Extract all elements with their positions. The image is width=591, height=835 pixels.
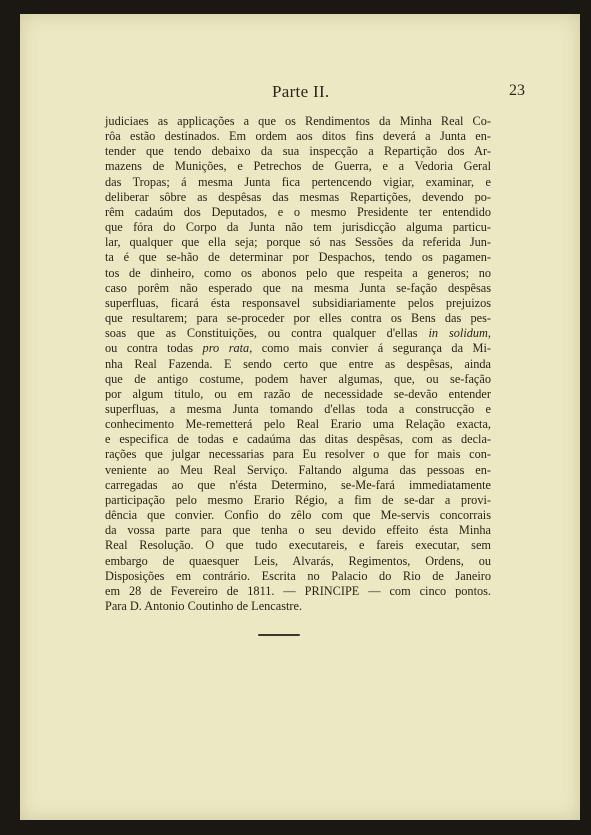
text-line: rêm cadaúm dos Deputados, e o mesmo Presidente ter entendido (105, 204, 491, 219)
text-line: mazens de Munições, e Petrechos de Guerra, e a Vedoria Geral (105, 159, 491, 174)
text-line: judiciaes as applicações a que os Rendimentos da Minha Real Co- (105, 114, 491, 128)
text-line: lar, qualquer que ella seja; porque só nas Sessões da referida Jun- (105, 235, 491, 250)
text-line: Disposições em contrário. Escrita no Palacio do Rio de Janeiro (105, 568, 491, 583)
text-line: rações que julgar necessarias para Eu resolver o que for mais con- (105, 447, 491, 462)
end-rule (258, 634, 300, 636)
body-text (105, 114, 491, 614)
text-line: nha Real Fazenda. E sendo certo que entre as despêsas, ainda (105, 356, 491, 371)
text-line: que fóra do Corpo da Junta não tem jurisdicção alguma particu- (105, 220, 491, 235)
page-header (20, 82, 580, 102)
text-line: que de antigo costume, podem haver algumas, que, ou se-fação (105, 371, 491, 386)
text-line: por algum titulo, ou em razão de necessidade se-devão entender (105, 386, 491, 401)
text-line: tos de dinheiro, como os abonos pelo que respeita a generos; no (105, 265, 491, 280)
text-line: conhecimento Me-remetterá pelo Real Erario uma Relação exacta, (105, 417, 491, 432)
text-line: Real Resolução. O que tudo executareis, e fareis executar, sem (105, 538, 491, 553)
text-line: e especifica de todas e cadaúma das ditas despêsas, com as decla- (105, 432, 491, 447)
text-line: em 28 de Fevereiro de 1811. — PRINCIPE — com cinco pontos. (105, 583, 491, 598)
text-line: caso porêm não esperado que na mesma Junta se-fação despêsas (105, 280, 491, 295)
text-line: da vossa parte para que tenha o seu devido effeito ésta Minha (105, 523, 491, 538)
text-line: que resultarem; para se-proceder por elles contra os Bens das pes- (105, 311, 491, 326)
text-line: carregadas ao que n'ésta Determino, se-Me-fará immediatamente (105, 477, 491, 492)
text-line: soas que as Constituições, ou contra qualquer d'ellas in solidum, (105, 326, 491, 341)
text-line: superfluas, a mesma Junta tomando d'ellas toda a construcção e (105, 401, 491, 416)
running-title: Parte II. (272, 82, 330, 101)
text-line: deliberar sôbre as despêsas das mesmas Repartições, devendo po- (105, 189, 491, 204)
text-line: participação pelo mesmo Erario Régio, a fim de se-dar a provi- (105, 492, 491, 507)
text-line: tender que tendo debaixo da sua inspecção a Repartição dos Ar- (105, 144, 491, 159)
text-line: das Tropas; á mesma Junta fica pertencendo vigiar, examinar, e (105, 174, 491, 189)
text-line: ou contra todas pro rata, como mais convier á segurança da Mi- (105, 341, 492, 356)
text-line: veniente ao Meu Real Serviço. Faltando alguma das pessoas en- (105, 462, 491, 477)
text-line: ta é que se-hão de determinar por Despachos, tendo os pagamen- (105, 250, 491, 265)
text-line: embargo de quaesquer Leis, Alvarás, Regimentos, Ordens, ou (105, 553, 491, 568)
page-number: 23 (509, 82, 525, 99)
text-line: dência que convier. Confio do zêlo com que Me-servis concorrais (105, 508, 491, 523)
text-line: superfluas, ficará ésta responsavel subsidiariamente pelos prejuizos (105, 295, 491, 310)
book-page (20, 14, 580, 820)
text-line: rôa estão destinados. Em ordem aos ditos fins deverá a Junta en- (105, 129, 491, 144)
text-line: Para D. Antonio Coutinho de Lencastre. (105, 599, 303, 613)
